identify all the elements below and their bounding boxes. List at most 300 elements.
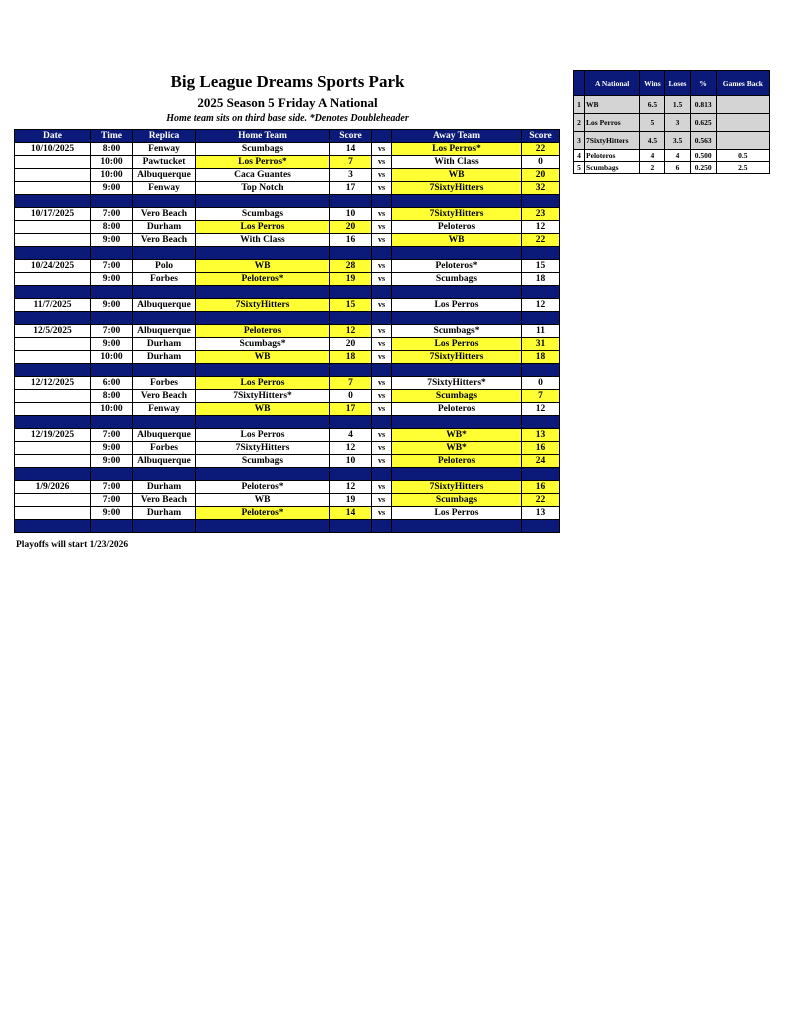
game-row xyxy=(15,377,560,390)
away-score: 18 xyxy=(522,351,560,364)
game-time: 7:00 xyxy=(91,429,133,442)
away-score: 12 xyxy=(522,221,560,234)
col-replica-header: Replica xyxy=(133,130,196,143)
standings-table xyxy=(573,70,770,174)
separator-cell xyxy=(91,312,133,325)
game-row xyxy=(15,429,560,442)
week-separator xyxy=(15,520,560,533)
home-score: 4 xyxy=(330,429,372,442)
away-score: 11 xyxy=(522,325,560,338)
vs-label: vs xyxy=(372,299,392,312)
separator-cell xyxy=(330,468,372,481)
standings-rank: 2 xyxy=(574,114,585,132)
game-time: 8:00 xyxy=(91,221,133,234)
home-score: 7 xyxy=(330,156,372,169)
separator-cell xyxy=(372,520,392,533)
away-score: 13 xyxy=(522,429,560,442)
separator-cell xyxy=(392,247,522,260)
home-team: WB xyxy=(196,494,330,507)
separator-cell xyxy=(372,312,392,325)
standings-loses: 3 xyxy=(665,114,690,132)
game-date xyxy=(15,351,91,364)
game-row xyxy=(15,260,560,273)
home-team: With Class xyxy=(196,234,330,247)
separator-cell xyxy=(372,364,392,377)
home-score: 16 xyxy=(330,234,372,247)
separator-cell xyxy=(522,364,560,377)
game-date xyxy=(15,507,91,520)
game-row xyxy=(15,299,560,312)
game-time: 9:00 xyxy=(91,455,133,468)
separator-cell xyxy=(392,195,522,208)
vs-label: vs xyxy=(372,351,392,364)
standings-rank: 4 xyxy=(574,150,585,162)
away-team: 7SixtyHitters xyxy=(392,351,522,364)
separator-cell xyxy=(392,286,522,299)
standings-team: Scumbags xyxy=(585,162,640,174)
game-row xyxy=(15,494,560,507)
game-field: Albuquerque xyxy=(133,455,196,468)
game-field: Forbes xyxy=(133,273,196,286)
home-score: 17 xyxy=(330,403,372,416)
vs-label: vs xyxy=(372,442,392,455)
away-score: 12 xyxy=(522,403,560,416)
game-row xyxy=(15,169,560,182)
standings-wins: 4.5 xyxy=(640,132,665,150)
schedule-table xyxy=(14,129,560,533)
standings-pct: 0.500 xyxy=(690,150,716,162)
vs-label: vs xyxy=(372,182,392,195)
game-field: Durham xyxy=(133,351,196,364)
vs-label: vs xyxy=(372,273,392,286)
standings-team: Peloteros xyxy=(585,150,640,162)
standings-games-back xyxy=(716,114,769,132)
away-team: Peloteros xyxy=(392,403,522,416)
separator-cell xyxy=(522,247,560,260)
away-score: 15 xyxy=(522,260,560,273)
home-team: 7SixtyHitters* xyxy=(196,390,330,403)
separator-cell xyxy=(522,416,560,429)
home-score: 10 xyxy=(330,208,372,221)
standings-rank: 5 xyxy=(574,162,585,174)
away-score: 12 xyxy=(522,299,560,312)
separator-cell xyxy=(91,286,133,299)
playoffs-note: Playoffs will start 1/23/2026 xyxy=(16,540,129,550)
standings-games-back xyxy=(716,132,769,150)
game-time: 9:00 xyxy=(91,338,133,351)
game-time: 7:00 xyxy=(91,494,133,507)
standings-header-row xyxy=(574,71,770,96)
game-field: Vero Beach xyxy=(133,390,196,403)
col-date-header: Date xyxy=(15,130,91,143)
game-field: Fenway xyxy=(133,143,196,156)
vs-label: vs xyxy=(372,481,392,494)
game-date: 10/17/2025 xyxy=(15,208,91,221)
game-date xyxy=(15,273,91,286)
home-team: Peloteros xyxy=(196,325,330,338)
home-score: 7 xyxy=(330,377,372,390)
separator-cell xyxy=(392,312,522,325)
away-score: 23 xyxy=(522,208,560,221)
home-team: Peloteros* xyxy=(196,273,330,286)
game-row xyxy=(15,481,560,494)
away-team: Peloteros xyxy=(392,455,522,468)
separator-cell xyxy=(133,364,196,377)
away-score: 24 xyxy=(522,455,560,468)
game-time: 7:00 xyxy=(91,325,133,338)
away-score: 32 xyxy=(522,182,560,195)
game-time: 9:00 xyxy=(91,299,133,312)
game-time: 8:00 xyxy=(91,390,133,403)
vs-label: vs xyxy=(372,494,392,507)
game-date: 12/19/2025 xyxy=(15,429,91,442)
separator-cell xyxy=(91,468,133,481)
game-date: 12/12/2025 xyxy=(15,377,91,390)
standings-loses-header: Loses xyxy=(665,71,690,96)
home-score: 20 xyxy=(330,338,372,351)
game-row xyxy=(15,390,560,403)
page-title: Big League Dreams Sports Park xyxy=(170,72,405,91)
game-time: 9:00 xyxy=(91,507,133,520)
separator-cell xyxy=(392,416,522,429)
game-field: Durham xyxy=(133,481,196,494)
separator-cell xyxy=(15,286,91,299)
away-team: 7SixtyHitters xyxy=(392,182,522,195)
game-row xyxy=(15,325,560,338)
separator-cell xyxy=(196,520,330,533)
vs-label: vs xyxy=(372,507,392,520)
home-team: Los Perros xyxy=(196,429,330,442)
game-time: 7:00 xyxy=(91,481,133,494)
away-score: 16 xyxy=(522,481,560,494)
away-team: Los Perros xyxy=(392,299,522,312)
game-field: Vero Beach xyxy=(133,208,196,221)
separator-cell xyxy=(15,312,91,325)
separator-cell xyxy=(133,416,196,429)
page-note: Home team sits on third base side. *Denotes Doubleheader xyxy=(166,113,409,124)
standings-pct: 0.250 xyxy=(690,162,716,174)
vs-label: vs xyxy=(372,325,392,338)
standings-team: 7SixtyHitters xyxy=(585,132,640,150)
home-team: Scumbags xyxy=(196,455,330,468)
separator-cell xyxy=(15,195,91,208)
standings-wins: 4 xyxy=(640,150,665,162)
schedule-header-row xyxy=(15,130,560,143)
game-date: 12/5/2025 xyxy=(15,325,91,338)
game-field: Vero Beach xyxy=(133,494,196,507)
home-team: WB xyxy=(196,351,330,364)
standings-row xyxy=(574,114,770,132)
away-score: 22 xyxy=(522,494,560,507)
vs-label: vs xyxy=(372,169,392,182)
away-team: WB xyxy=(392,234,522,247)
game-field: Albuquerque xyxy=(133,169,196,182)
away-score: 0 xyxy=(522,156,560,169)
game-date xyxy=(15,338,91,351)
separator-cell xyxy=(196,312,330,325)
standings-pct: 0.625 xyxy=(690,114,716,132)
game-field: Forbes xyxy=(133,377,196,390)
game-time: 6:00 xyxy=(91,377,133,390)
standings-pct: 0.813 xyxy=(690,96,716,114)
game-field: Albuquerque xyxy=(133,429,196,442)
home-team: Top Notch xyxy=(196,182,330,195)
vs-label: vs xyxy=(372,260,392,273)
week-separator xyxy=(15,247,560,260)
game-field: Albuquerque xyxy=(133,325,196,338)
separator-cell xyxy=(196,364,330,377)
home-team: Los Perros* xyxy=(196,156,330,169)
standings-body xyxy=(574,96,770,174)
separator-cell xyxy=(372,416,392,429)
separator-cell xyxy=(133,520,196,533)
home-score: 18 xyxy=(330,351,372,364)
vs-label: vs xyxy=(372,338,392,351)
separator-cell xyxy=(330,312,372,325)
game-time: 9:00 xyxy=(91,273,133,286)
game-time: 8:00 xyxy=(91,143,133,156)
game-row xyxy=(15,273,560,286)
home-team: WB xyxy=(196,403,330,416)
separator-cell xyxy=(196,247,330,260)
separator-cell xyxy=(196,416,330,429)
separator-cell xyxy=(330,520,372,533)
vs-label: vs xyxy=(372,221,392,234)
away-team: Los Perros* xyxy=(392,143,522,156)
standings-row xyxy=(574,96,770,114)
week-separator xyxy=(15,364,560,377)
standings-team: WB xyxy=(585,96,640,114)
separator-cell xyxy=(330,247,372,260)
separator-cell xyxy=(522,312,560,325)
separator-cell xyxy=(133,286,196,299)
home-score: 14 xyxy=(330,143,372,156)
game-row xyxy=(15,143,560,156)
week-separator xyxy=(15,195,560,208)
home-team: Peloteros* xyxy=(196,507,330,520)
page-subtitle: 2025 Season 5 Friday A National xyxy=(197,95,378,110)
standings-rank: 3 xyxy=(574,132,585,150)
separator-cell xyxy=(330,195,372,208)
separator-cell xyxy=(91,247,133,260)
week-separator xyxy=(15,468,560,481)
game-date xyxy=(15,390,91,403)
home-team: Caca Guantes xyxy=(196,169,330,182)
standings-wins: 6.5 xyxy=(640,96,665,114)
game-date xyxy=(15,494,91,507)
schedule-body xyxy=(15,143,560,533)
standings-loses: 6 xyxy=(665,162,690,174)
standings-wins: 5 xyxy=(640,114,665,132)
away-team: Peloteros* xyxy=(392,260,522,273)
game-field: Fenway xyxy=(133,403,196,416)
game-row xyxy=(15,208,560,221)
game-time: 7:00 xyxy=(91,260,133,273)
vs-label: vs xyxy=(372,455,392,468)
standings-games-back-header: Games Back xyxy=(716,71,769,96)
game-date xyxy=(15,156,91,169)
game-field: Albuquerque xyxy=(133,299,196,312)
vs-label: vs xyxy=(372,234,392,247)
separator-cell xyxy=(196,286,330,299)
separator-cell xyxy=(133,247,196,260)
game-row xyxy=(15,507,560,520)
home-team: Los Perros xyxy=(196,377,330,390)
away-team: With Class xyxy=(392,156,522,169)
home-score: 0 xyxy=(330,390,372,403)
home-team: Peloteros* xyxy=(196,481,330,494)
game-field: Durham xyxy=(133,507,196,520)
home-team: 7SixtyHitters xyxy=(196,442,330,455)
home-team: Scumbags xyxy=(196,208,330,221)
home-score: 19 xyxy=(330,273,372,286)
away-team: WB* xyxy=(392,442,522,455)
game-time: 10:00 xyxy=(91,403,133,416)
game-row xyxy=(15,182,560,195)
separator-cell xyxy=(196,195,330,208)
away-team: Scumbags* xyxy=(392,325,522,338)
home-score: 12 xyxy=(330,481,372,494)
separator-cell xyxy=(522,286,560,299)
away-team: WB xyxy=(392,169,522,182)
away-team: Los Perros xyxy=(392,338,522,351)
away-score: 16 xyxy=(522,442,560,455)
separator-cell xyxy=(91,195,133,208)
col-home-team-header: Home Team xyxy=(196,130,330,143)
separator-cell xyxy=(91,520,133,533)
away-team: Scumbags xyxy=(392,273,522,286)
standings-rank: 1 xyxy=(574,96,585,114)
home-score: 17 xyxy=(330,182,372,195)
separator-cell xyxy=(330,364,372,377)
col-vs-header xyxy=(372,130,392,143)
home-team: Los Perros xyxy=(196,221,330,234)
game-date xyxy=(15,234,91,247)
standings-loses: 3.5 xyxy=(665,132,690,150)
game-time: 10:00 xyxy=(91,351,133,364)
vs-label: vs xyxy=(372,429,392,442)
away-team: Los Perros xyxy=(392,507,522,520)
standings-pct-header: % xyxy=(690,71,716,96)
home-team: WB xyxy=(196,260,330,273)
game-row xyxy=(15,455,560,468)
standings-games-back xyxy=(716,96,769,114)
separator-cell xyxy=(91,416,133,429)
separator-cell xyxy=(15,416,91,429)
game-date xyxy=(15,182,91,195)
game-field: Pawtucket xyxy=(133,156,196,169)
standings-loses: 4 xyxy=(665,150,690,162)
vs-label: vs xyxy=(372,143,392,156)
standings-loses: 1.5 xyxy=(665,96,690,114)
separator-cell xyxy=(392,520,522,533)
separator-cell xyxy=(372,468,392,481)
away-score: 20 xyxy=(522,169,560,182)
standings-row xyxy=(574,150,770,162)
separator-cell xyxy=(330,416,372,429)
game-row xyxy=(15,442,560,455)
game-row xyxy=(15,351,560,364)
away-score: 7 xyxy=(522,390,560,403)
separator-cell xyxy=(522,468,560,481)
standings-row xyxy=(574,132,770,150)
away-team: Peloteros xyxy=(392,221,522,234)
away-score: 13 xyxy=(522,507,560,520)
separator-cell xyxy=(522,195,560,208)
home-score: 15 xyxy=(330,299,372,312)
col-away-score-header: Score xyxy=(522,130,560,143)
home-team: 7SixtyHitters xyxy=(196,299,330,312)
game-date: 1/9/2026 xyxy=(15,481,91,494)
separator-cell xyxy=(15,247,91,260)
separator-cell xyxy=(15,468,91,481)
game-date xyxy=(15,221,91,234)
away-score: 18 xyxy=(522,273,560,286)
away-team: WB* xyxy=(392,429,522,442)
standings-wins: 2 xyxy=(640,162,665,174)
game-date xyxy=(15,442,91,455)
home-team: Scumbags xyxy=(196,143,330,156)
standings-team: Los Perros xyxy=(585,114,640,132)
separator-cell xyxy=(133,312,196,325)
game-time: 10:00 xyxy=(91,169,133,182)
home-score: 20 xyxy=(330,221,372,234)
game-row xyxy=(15,234,560,247)
standings-pct: 0.563 xyxy=(690,132,716,150)
game-time: 9:00 xyxy=(91,442,133,455)
game-time: 9:00 xyxy=(91,234,133,247)
week-separator xyxy=(15,286,560,299)
game-row xyxy=(15,403,560,416)
standings-games-back: 2.5 xyxy=(716,162,769,174)
vs-label: vs xyxy=(372,390,392,403)
separator-cell xyxy=(330,286,372,299)
game-time: 7:00 xyxy=(91,208,133,221)
game-field: Durham xyxy=(133,221,196,234)
separator-cell xyxy=(15,364,91,377)
separator-cell xyxy=(392,468,522,481)
home-score: 10 xyxy=(330,455,372,468)
home-team: Scumbags* xyxy=(196,338,330,351)
away-team: 7SixtyHitters* xyxy=(392,377,522,390)
game-field: Forbes xyxy=(133,442,196,455)
home-score: 14 xyxy=(330,507,372,520)
separator-cell xyxy=(392,364,522,377)
week-separator xyxy=(15,312,560,325)
game-date xyxy=(15,169,91,182)
game-date xyxy=(15,455,91,468)
standings-row xyxy=(574,162,770,174)
game-date xyxy=(15,403,91,416)
game-time: 10:00 xyxy=(91,156,133,169)
game-row xyxy=(15,338,560,351)
home-score: 19 xyxy=(330,494,372,507)
away-score: 0 xyxy=(522,377,560,390)
col-away-team-header: Away Team xyxy=(392,130,522,143)
vs-label: vs xyxy=(372,156,392,169)
standings-wins-header: Wins xyxy=(640,71,665,96)
game-date: 10/24/2025 xyxy=(15,260,91,273)
home-score: 28 xyxy=(330,260,372,273)
home-score: 3 xyxy=(330,169,372,182)
game-field: Polo xyxy=(133,260,196,273)
home-score: 12 xyxy=(330,325,372,338)
game-time: 9:00 xyxy=(91,182,133,195)
separator-cell xyxy=(372,247,392,260)
away-score: 22 xyxy=(522,234,560,247)
away-team: 7SixtyHitters xyxy=(392,208,522,221)
home-score: 12 xyxy=(330,442,372,455)
